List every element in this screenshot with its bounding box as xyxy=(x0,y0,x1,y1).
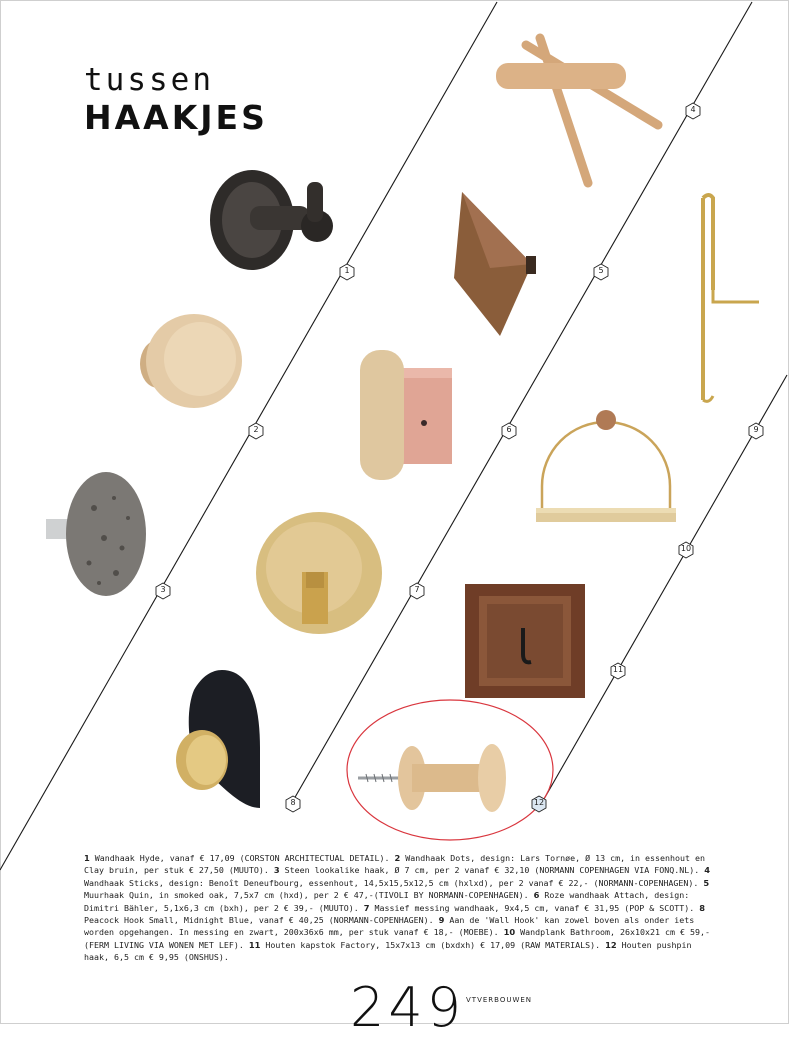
caption-num-8: 8 xyxy=(699,902,705,913)
marker-7 xyxy=(408,582,426,600)
marker-label: 12 xyxy=(533,798,545,807)
caption-num-7: 7 xyxy=(363,902,370,913)
brass-disc-hook-icon xyxy=(254,510,384,636)
marker-12 xyxy=(530,795,548,813)
marker-label: 3 xyxy=(160,585,166,594)
caption-text-1: Wandhaak Hyde, vanaf € 17,09 (CORSTON ARCHITECTUAL DETAIL). xyxy=(89,853,395,863)
marker-11 xyxy=(609,662,627,680)
marker-8 xyxy=(284,795,302,813)
caption-num-2: 2 xyxy=(394,853,401,863)
marker-label: 8 xyxy=(290,798,296,807)
caption-text-8: Peacock Hook Small, Midnight Blue, vanaf € 40,25 (NORMANN-COPENHAGEN). xyxy=(84,915,439,926)
title-big: HAAKJES xyxy=(84,98,268,137)
caption-num-1: 1 xyxy=(84,853,90,863)
caption-num-11: 11 xyxy=(248,939,261,950)
caption-text-5: Muurhaak Quin, in smoked oak, 7,5x7 cm (hxd), per 2 € 47,-(TIVOLI BY NORMANN-COPENHAGEN). xyxy=(84,890,534,901)
marker-3 xyxy=(154,582,172,600)
caption-text-6: Roze wandhaak Attach, design: Dimitri Bähler, 5,1x6,3 cm (bxh), per 2 € 39,- (MUUTO). xyxy=(84,890,690,913)
brass-wall-hook-icon xyxy=(693,190,765,406)
caption-num-6: 6 xyxy=(533,890,540,901)
title-small: tussen xyxy=(84,62,214,98)
caption-text-4: Wandhaak Sticks, design: Benoît Deneufbourg, essenhout, 14,5x15,5x12,5 cm (hxlxd), per 2 vanaf € 22,- (NORMANN-COPENHAGEN). xyxy=(84,877,704,888)
pink-wood-hook-icon xyxy=(358,348,456,484)
wooden-sticks-hook-icon xyxy=(490,33,670,191)
marker-label: 6 xyxy=(506,425,512,434)
marker-label: 9 xyxy=(753,425,759,434)
marker-label: 5 xyxy=(598,266,604,275)
brass-shelf-hook-icon xyxy=(534,406,679,528)
wooden-cone-hook-icon xyxy=(448,188,540,340)
caption-num-10: 10 xyxy=(503,927,516,938)
marker-label: 4 xyxy=(690,105,696,114)
marker-label: 10 xyxy=(680,544,692,553)
marker-2 xyxy=(247,422,265,440)
caption-num-4: 4 xyxy=(704,865,710,876)
page-number: 249 xyxy=(350,976,466,1039)
caption-text-7: Massief messing wandhaak, 9x4,5 cm, vanaf € 31,95 (POP & SCOTT). xyxy=(369,902,700,913)
marker-label: 2 xyxy=(253,425,259,434)
marker-label: 1 xyxy=(344,266,350,275)
magazine-name: VTVERBOUWEN xyxy=(466,996,533,1004)
caption-num-12: 12 xyxy=(605,939,617,950)
wooden-frame-hook-icon xyxy=(465,584,585,700)
marker-label: 11 xyxy=(612,665,624,674)
caption-text-10: Wandplank Bathroom, 26x10x21 cm € 59,- (FERM LIVING VIA WONEN MET LEF). xyxy=(84,927,710,950)
caption-text-9: Aan de 'Wall Hook' kan zowel boven als onder iets worden opgehangen. In messing en zwart, 200x36x6 mm, per stuk vanaf € 18,- (MOEBE). xyxy=(84,915,695,938)
caption-num-9: 9 xyxy=(438,915,445,926)
marker-9 xyxy=(747,422,765,440)
marker-10 xyxy=(677,541,695,559)
black-brass-hook-icon xyxy=(172,668,262,810)
marker-4 xyxy=(684,102,702,120)
product-captions xyxy=(84,852,720,964)
pushpin-hook-icon xyxy=(356,742,508,816)
marker-5 xyxy=(592,263,610,281)
caption-num-5: 5 xyxy=(703,877,710,888)
caption-text-12: Houten pushpin haak, 6,5 cm € 9,95 (ONSHUS). xyxy=(84,939,692,963)
stone-hook-icon xyxy=(44,468,149,603)
caption-text-3: Steen lookalike haak, Ø 7 cm, per 2 vanaf € 32,10 (NORMANN COPENHAGEN VIA FONQ.NL). xyxy=(279,865,705,876)
caption-text-2: Wandhaak Dots, design: Lars Tornøe, Ø 13 cm, in essenhout en Clay bruin, per stuk € 27,50 (MUUTO). xyxy=(84,853,705,876)
marker-1 xyxy=(338,263,356,281)
wooden-dot-hook-icon xyxy=(128,312,248,412)
caption-num-3: 3 xyxy=(273,865,280,876)
marker-label: 7 xyxy=(414,585,420,594)
black-hook-icon xyxy=(205,168,340,273)
caption-text-11: Houten kapstok Factory, 15x7x13 cm (bxdxh) € 17,09 (RAW MATERIALS). xyxy=(260,939,606,950)
marker-6 xyxy=(500,422,518,440)
